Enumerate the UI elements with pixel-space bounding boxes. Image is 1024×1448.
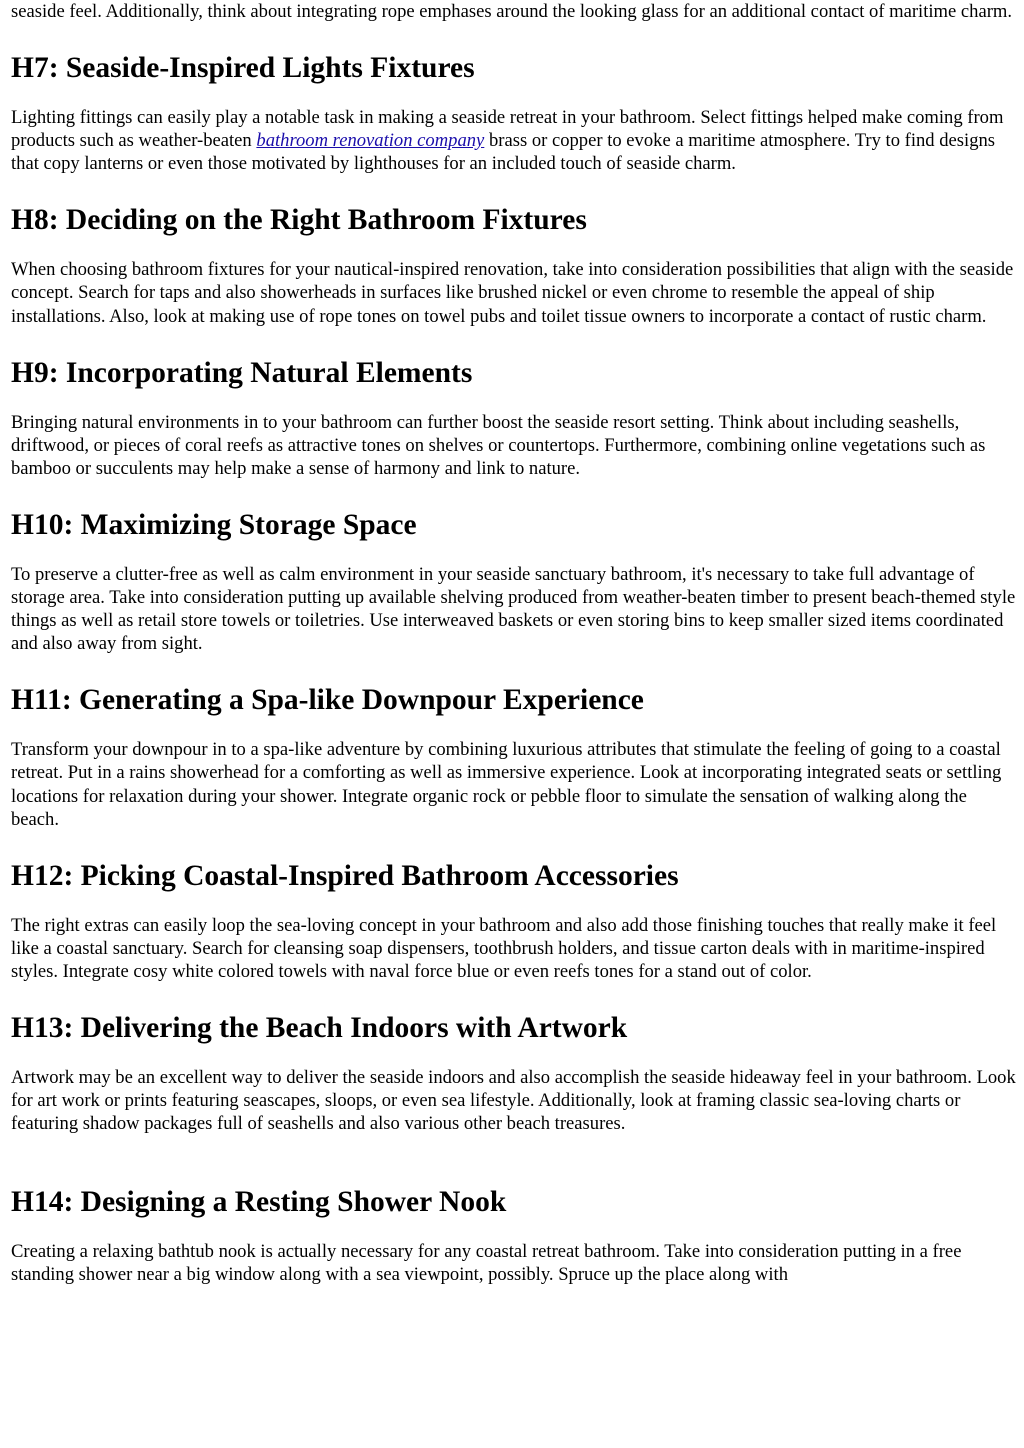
- heading-h10: H10: Maximizing Storage Space: [11, 508, 417, 541]
- paragraph-h9: Bringing natural environments in to your bathroom can further boost the seaside resort setting. Think about including seashells, driftwood, or pieces of coral reefs as attractive tones on shelves or countertops. Furthermore, combining online vegetations such as bamboo or succulents may help make a sense of harmony and link to nature.: [11, 411, 986, 479]
- heading-h13: H13: Delivering the Beach Indoors with Artwork: [11, 1011, 628, 1044]
- paragraph-h14: Creating a relaxing bathtub nook is actually necessary for any coastal retreat bathroom. Take into consideration putting in a free standing shower near a big window along with a sea viewpoint, possibly. Spruce up the place along with: [11, 1241, 962, 1286]
- bathroom-renovation-company-link[interactable]: bathroom renovation company: [256, 130, 485, 152]
- heading-h12: H12: Picking Coastal-Inspired Bathroom Accessories: [11, 859, 679, 892]
- paragraph-h8: When choosing bathroom fixtures for your nautical-inspired renovation, take into consideration possibilities that align with the seaside concept. Search for taps and also showerheads in surfaces like brushed nickel or even chrome to resemble the appeal of ship installations. Also, look at making use of rope tones on towel pubs and toilet tissue owners to incorporate a contact of rustic charm.: [11, 259, 1014, 327]
- heading-h8: H8: Deciding on the Right Bathroom Fixtures: [11, 204, 587, 237]
- heading-h7: H7: Seaside-Inspired Lights Fixtures: [11, 52, 475, 85]
- intro-paragraph: seaside feel. Additionally, think about integrating rope emphases around the looking glass for an additional contact of maritime charm.: [11, 1, 1013, 22]
- heading-h14: H14: Designing a Resting Shower Nook: [11, 1186, 507, 1219]
- heading-h11: H11: Generating a Spa-like Downpour Experience: [11, 684, 644, 717]
- paragraph-h10: To preserve a clutter-free as well as calm environment in your seaside sanctuary bathroom, it's necessary to take full advantage of storage area. Take into consideration putting up available shelving produced from weather-beaten timber to present beach-themed style things as well as retail store towels or toiletries. Use interweaved baskets or even storing bins to keep smaller sized items coordinated and also away from sight.: [11, 563, 1016, 655]
- paragraph-h7-text-after: brass or copper to evoke a maritime atmosphere. Try to find designs that copy lanterns or even those motivated by lighthouses for an included touch of seaside charm.: [11, 130, 996, 175]
- paragraph-h13: Artwork may be an excellent way to deliver the seaside indoors and also accomplish the seaside hideaway feel in your bathroom. Look for art work or prints featuring seascapes, sloops, or even sea lifestyle. Additionally, look at framing classic sea-loving charts or featuring shadow packages full of seashells and also various other beach treasures.: [11, 1066, 1016, 1135]
- paragraph-h7-text-before: Lighting fittings can easily play a notable task in making a seaside retreat in your bathroom. Select fittings helped make coming from products such as weather-beaten: [11, 107, 1004, 152]
- heading-h9: H9: Incorporating Natural Elements: [11, 356, 473, 389]
- paragraph-h7: [11, 106, 1016, 175]
- paragraph-h12: The right extras can easily loop the sea-loving concept in your bathroom and also add those finishing touches that really make it feel like a coastal sanctuary. Search for cleansing soap dispensers, toothbrush holders, and tissue carton deals with in maritime-inspired styles. Integrate cosy white colored towels with naval force blue or even reefs tones for a stand out of color.: [11, 914, 997, 982]
- paragraph-h11: Transform your downpour in to a spa-like adventure by combining luxurious attributes that stimulate the feeling of going to a coastal retreat. Put in a rains showerhead for a comforting as well as immersive experience. Look at incorporating integrated seats or settling locations for relaxation during your shower. Integrate organic rock or pebble floor to simulate the sensation of walking along the beach.: [11, 739, 1002, 830]
